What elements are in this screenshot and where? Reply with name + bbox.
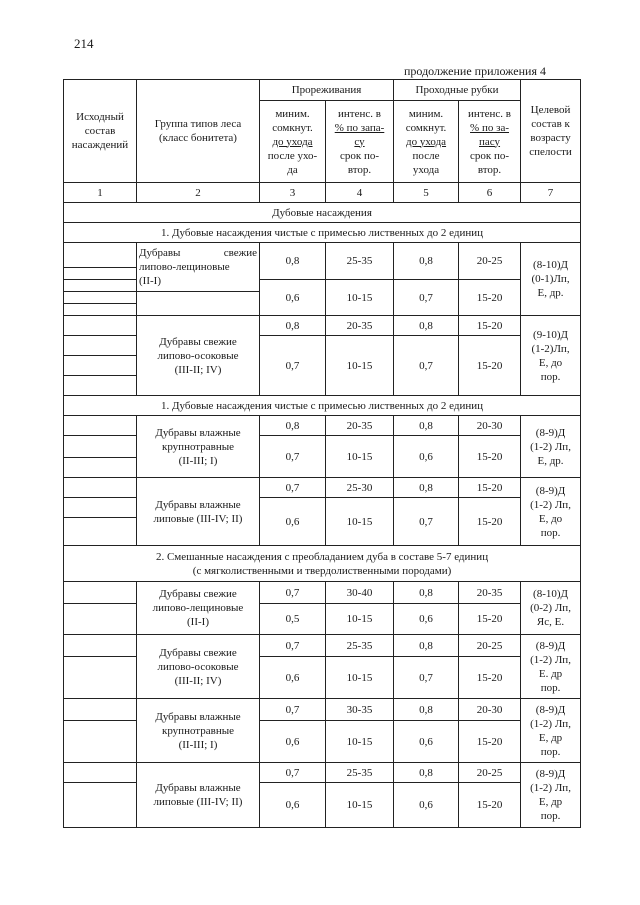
empty-cell	[64, 356, 137, 376]
section-pure-stands: 1. Дубовые насаждения чистые с примесью лиственных до 2 единиц	[64, 223, 581, 243]
table-cell: 0,7	[260, 635, 326, 657]
table-cell: 10-15	[326, 657, 394, 699]
table-cell: 0,8	[394, 699, 459, 721]
empty-cell	[64, 635, 137, 657]
empty-cell	[64, 763, 137, 783]
empty-cell	[64, 243, 137, 268]
table-cell: 20-25	[459, 763, 521, 783]
table-cell: 0,8	[394, 763, 459, 783]
target-composition: (9-10)Д (1-2)Лп, Е, до пор.	[521, 316, 581, 396]
table-row	[64, 699, 581, 721]
table-cell: 0,7	[260, 478, 326, 498]
table-cell: 15-20	[459, 604, 521, 635]
target-composition: (8-10)Д (0-2) Лп, Яс, Е.	[521, 582, 581, 635]
forest-type-group: Дубравы свежие липово-лещиновые (II-I)	[137, 243, 260, 292]
table-cell: 25-35	[326, 243, 394, 280]
table-cell: 20-30	[459, 416, 521, 436]
table-cell: 20-25	[459, 243, 521, 280]
table-cell: 0,8	[394, 243, 459, 280]
table-cell: 0,7	[394, 657, 459, 699]
table-cell: 0,7	[260, 436, 326, 478]
empty-cell	[64, 478, 137, 498]
forest-type-group: Дубравы влажные липовые (III-IV; II)	[137, 478, 260, 546]
target-composition: (8-9)Д (1-2) Лп, Е, до пор.	[521, 478, 581, 546]
column-number: 1	[64, 183, 137, 203]
target-composition: (8-9)Д (1-2) Лп, Е, др пор.	[521, 699, 581, 763]
table-cell: 20-30	[459, 699, 521, 721]
table-cell: 20-25	[459, 635, 521, 657]
table-cell: 0,6	[394, 721, 459, 763]
column-number: 4	[326, 183, 394, 203]
table-cell: 10-15	[326, 498, 394, 546]
table-cell: 0,7	[394, 280, 459, 316]
header-thinning: Прореживания	[260, 80, 394, 101]
table-cell: 15-20	[459, 657, 521, 699]
table-cell: 15-20	[459, 436, 521, 478]
column-number: 7	[521, 183, 581, 203]
empty-cell	[64, 582, 137, 604]
header-intensity-passage: интенс. в % по за- пасу срок по- втор.	[459, 101, 521, 183]
empty-cell	[64, 498, 137, 518]
empty-cell	[64, 783, 137, 828]
table-cell: 25-30	[326, 478, 394, 498]
table-row	[64, 416, 581, 436]
column-number: 2	[137, 183, 260, 203]
table-cell: 0,7	[260, 336, 326, 396]
empty-cell	[64, 436, 137, 458]
column-number: 6	[459, 183, 521, 203]
table-cell: 0,6	[394, 436, 459, 478]
table-row	[64, 635, 581, 657]
table-cell: 15-20	[459, 316, 521, 336]
target-composition: (8-9)Д (1-2) Лп, Е, др.	[521, 416, 581, 478]
table-cell: 0,8	[394, 635, 459, 657]
column-number: 5	[394, 183, 459, 203]
continuation-note: продолжение приложения 4	[404, 64, 546, 78]
table-cell: 0,5	[260, 604, 326, 635]
table-row	[64, 243, 581, 268]
table-cell: 0,7	[260, 699, 326, 721]
table-cell: 0,6	[260, 657, 326, 699]
table-cell: 0,6	[260, 783, 326, 828]
empty-cell	[64, 416, 137, 436]
table-cell: 15-20	[459, 721, 521, 763]
empty-cell	[64, 699, 137, 721]
page-number: 214	[74, 36, 94, 51]
table-cell: 10-15	[326, 280, 394, 316]
section-oak-stands: Дубовые насаждения	[64, 203, 581, 223]
table-cell: 30-35	[326, 699, 394, 721]
header-target-composition: Целевой состав к возрасту спелости	[521, 80, 581, 183]
empty-cell	[64, 304, 137, 316]
header-intensity-thinning: интенс. в % по запа- су срок по- втор.	[326, 101, 394, 183]
table-cell: 10-15	[326, 783, 394, 828]
target-composition: (8-9)Д (1-2) Лп, Е. др пор.	[521, 635, 581, 699]
forest-type-group: Дубравы влажные крупнотравные (II-III; I)	[137, 699, 260, 763]
table-cell: 0,6	[394, 604, 459, 635]
column-number: 3	[260, 183, 326, 203]
table-cell: 25-35	[326, 635, 394, 657]
table-cell: 0,7	[394, 498, 459, 546]
table-cell: 0,6	[260, 280, 326, 316]
target-composition: (8-9)Д (1-2) Лп, Е, др пор.	[521, 763, 581, 828]
table-cell: 20-35	[459, 582, 521, 604]
forest-care-table	[63, 79, 581, 828]
table-row	[64, 582, 581, 604]
empty-cell	[64, 518, 137, 546]
empty-cell	[64, 721, 137, 763]
table-cell: 0,7	[394, 336, 459, 396]
table-cell: 25-35	[326, 763, 394, 783]
table-cell: 30-40	[326, 582, 394, 604]
forest-type-group: Дубравы влажные крупнотравные (II-III; I)	[137, 416, 260, 478]
table-cell: 15-20	[459, 783, 521, 828]
table-cell: 0,6	[260, 721, 326, 763]
forest-type-group: Дубравы свежие липово-лещиновые (II-I)	[137, 582, 260, 635]
table-cell: 15-20	[459, 280, 521, 316]
empty-cell	[64, 376, 137, 396]
table-cell: 0,6	[260, 498, 326, 546]
forest-type-group: Дубравы влажные липовые (III-IV; II)	[137, 763, 260, 828]
header-min-density-thinning: миним. сомкнут. до ухода после ухо- да	[260, 101, 326, 183]
empty-cell	[64, 604, 137, 635]
table-cell: 10-15	[326, 336, 394, 396]
empty-cell	[64, 268, 137, 280]
table-cell: 20-35	[326, 316, 394, 336]
table-cell: 0,8	[260, 243, 326, 280]
column-numbers-row	[64, 183, 581, 203]
table-cell: 0,8	[260, 416, 326, 436]
table-cell: 0,7	[260, 582, 326, 604]
target-composition: (8-10)Д (0-1)Лп, Е, др.	[521, 243, 581, 316]
header-min-density-passage: миним. сомкнут. до ухода после ухода	[394, 101, 459, 183]
table-cell: 15-20	[459, 478, 521, 498]
empty-cell	[64, 458, 137, 478]
section-mixed-stands: 2. Смешанные насаждения с преобладанием дуба в составе 5-7 единиц (с мягколиственными и твердолиственными породами)	[64, 546, 581, 582]
table-cell: 0,8	[260, 316, 326, 336]
table-row	[64, 478, 581, 498]
table-cell: 0,7	[260, 763, 326, 783]
empty-cell	[137, 292, 260, 316]
section-pure-stands-repeat: 1. Дубовые насаждения чистые с примесью лиственных до 2 единиц	[64, 396, 581, 416]
table-cell: 0,6	[394, 783, 459, 828]
table-cell: 20-35	[326, 416, 394, 436]
forest-type-group: Дубравы свежие липово-осоковые (III-II; IV)	[137, 635, 260, 699]
table-cell: 10-15	[326, 436, 394, 478]
empty-cell	[64, 316, 137, 336]
header-passage-cutting: Проходные рубки	[394, 80, 521, 101]
empty-cell	[64, 280, 137, 292]
table-cell: 15-20	[459, 336, 521, 396]
header-initial-composition: Исходный состав насаждений	[64, 80, 137, 183]
table-cell: 0,8	[394, 416, 459, 436]
table-cell: 10-15	[326, 721, 394, 763]
empty-cell	[64, 292, 137, 304]
table-cell: 0,8	[394, 478, 459, 498]
empty-cell	[64, 336, 137, 356]
table-cell: 0,8	[394, 582, 459, 604]
table-cell: 10-15	[326, 604, 394, 635]
header-forest-type-group: Группа типов леса (класс бонитета)	[137, 80, 260, 183]
table-row	[64, 316, 581, 336]
forest-type-group: Дубравы свежие липово-осоковые (III-II; IV)	[137, 316, 260, 396]
table-cell: 15-20	[459, 498, 521, 546]
empty-cell	[64, 657, 137, 699]
table-row	[64, 763, 581, 783]
table-cell: 0,8	[394, 316, 459, 336]
